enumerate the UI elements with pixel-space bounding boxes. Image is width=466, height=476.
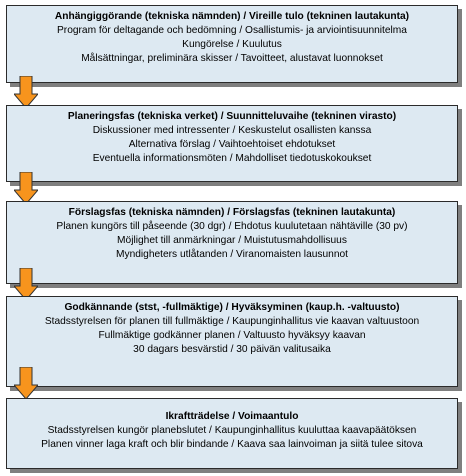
stage-line: Planen vinner laga kraft och blir bindande / Kaava saa lainvoiman ja siitä tulee sitova: [41, 439, 423, 450]
stage-line: Stadsstyrelsen kungör planebslutet / Kaupunginhallitus kuuluttaa kaavapäätöksen: [47, 425, 417, 436]
stage-title: Ikraftträdelse / Voimaantulo: [165, 411, 299, 422]
stage-box-planning: [6, 105, 458, 182]
stage-line: Målsättningar, preliminära skisser / Tavoitteet, alustavat luonnokset: [81, 53, 383, 64]
stage-box-entry-into-force: [6, 398, 458, 469]
stage-line: Möjlighet till anmärkningar / Muistutusmahdollisuus: [117, 235, 347, 246]
stage-line: Myndigheters utlåtanden / Viranomaisten lausunnot: [115, 249, 348, 260]
stage-title: Förslagsfas (tekniska nämnden) / Förslagsfas (tekninen lautakunta): [68, 207, 396, 218]
stage-line: Kungörelse / Kuulutus: [182, 39, 282, 50]
stage-line: Planen kungörs till påseende (30 dgr) / Ehdotus kuulutetaan nähtäville (30 pv): [56, 221, 408, 232]
stage-line: Eventuella informationsmöten / Mahdolliset tiedotuskokoukset: [92, 153, 372, 164]
stage-line: Stadsstyrelsen för planen till fullmäktige / Kaupunginhallitus vie kaavan valtuustoon: [44, 316, 420, 327]
stage-title: Godkännande (stst, -fullmäktige) / Hyväksyminen (kaup.h. -valtuusto): [64, 302, 400, 313]
stage-box-proposal: [6, 201, 458, 284]
stage-box-approval: [6, 296, 458, 387]
stage-line: Diskussioner med intressenter / Keskustelut osallisten kanssa: [92, 125, 372, 136]
stage-title: Planeringsfas (tekniska verket) / Suunnitteluvaihe (tekninen virasto): [67, 111, 397, 122]
down-arrow-icon: [14, 367, 38, 399]
stage-line: Fullmäktige godkänner planen / Valtuusto hyväksyy kaavan: [98, 330, 366, 341]
down-arrow-icon: [14, 172, 38, 204]
stage-line: Program för deltagande och bedömning / Osallistumis- ja arviointisuunnitelma: [57, 25, 407, 36]
stage-title: Anhängiggörande (tekniska nämnden) / Vireille tulo (tekninen lautakunta): [54, 11, 410, 22]
stage-box-initiation: [6, 5, 458, 83]
stage-line: 30 dagars besvärstid / 30 päivän valitusaika: [133, 344, 331, 355]
stage-line: Alternativa förslag / Vaihtoehtoiset ehdotukset: [128, 139, 336, 150]
down-arrow-icon: [14, 76, 38, 108]
